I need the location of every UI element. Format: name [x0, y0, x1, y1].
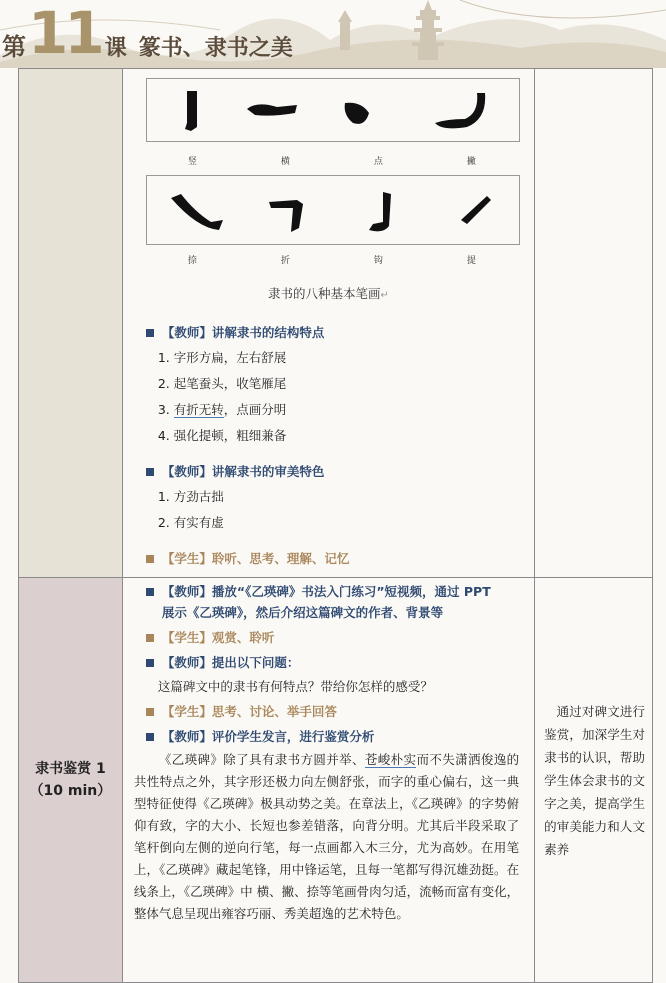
stroke-label: 钩	[373, 256, 383, 266]
lesson-number: 11	[28, 0, 101, 67]
list-item: 3. 有折无转，点画分明	[157, 402, 287, 417]
stroke-label: 折	[280, 256, 290, 266]
lesson-title: 篆书、隶书之美	[138, 36, 293, 61]
list-item: 【学生】思考、讨论、举手回答	[124, 701, 533, 722]
list-item: 【教师】讲解隶书的审美特色	[124, 461, 533, 482]
square-bullet-icon	[146, 733, 154, 741]
figure-caption: 隶书的八种基本笔画↵	[268, 286, 389, 301]
lesson-plan-table	[18, 68, 653, 983]
stroke-glyphs-row1	[147, 79, 519, 141]
row2-label-cell	[19, 578, 123, 983]
row2-note-cell	[535, 578, 653, 983]
section-label: 隶书鉴赏 1 （10 min）	[29, 761, 112, 799]
underlined-term: 有折无转	[173, 402, 224, 417]
stroke-label: 撇	[466, 157, 476, 167]
return-mark: ↵	[380, 290, 389, 301]
analysis-paragraph: 《乙瑛碑》除了具有隶书方圆并举、苍峻朴实而不失潇洒俊逸的共性特点之外，其字形还极力向左侧舒张，而字的重心偏右，这一典型特征使得《乙瑛碑》极具动势之美。在章法上，《乙瑛碑》的字势俯仰有致，字的大小、长短也参差错落，向背分明。尤其后半段采取了笔杆倒向左侧的逆向行笔，每一点画都入木三分，尤为高妙。在用笔上，《乙瑛碑》藏起笔锋，用中锋运笔，且每一笔都写得沉雄劲挺。在线条上，《乙瑛碑》中 横、撇、捺等笔画骨肉匀适，流畅而富有变化，整体气息呈现出雍容巧丽、秀美超逸的艺术特色。	[133, 752, 520, 921]
discussion-question: 这篇碑文中的隶书有何特点？带给你怎样的感受？	[157, 679, 433, 694]
page-header	[0, 0, 666, 68]
list-item: 2. 起笔蚕头，收笔雁尾	[157, 376, 287, 391]
stroke-label: 竖	[187, 157, 197, 167]
stroke-label: 提	[466, 256, 476, 266]
list-item: 1. 方劲古拙	[157, 489, 224, 504]
list-item: 【学生】观赏、聆听	[124, 627, 533, 648]
list-item: 【教师】讲解隶书的结构特点	[124, 322, 533, 343]
square-bullet-icon	[146, 708, 154, 716]
stroke-label: 捺	[187, 256, 197, 266]
table-row	[19, 69, 653, 578]
lesson-suffix: 课	[104, 36, 127, 61]
table-row	[19, 578, 653, 983]
square-bullet-icon	[146, 468, 154, 476]
teaching-goal-note: 通过对碑文进行鉴赏，加深学生对隶书的认识，帮助学生体会隶书的文字之美，提高学生的审美能力和人文素养	[544, 703, 645, 857]
row1-label-cell	[19, 69, 123, 578]
row2-content-cell	[122, 578, 534, 983]
row1-content-cell	[122, 69, 534, 578]
square-bullet-icon	[146, 659, 154, 667]
stroke-label: 横	[280, 157, 290, 167]
lesson-prefix: 第	[2, 33, 26, 61]
square-bullet-icon	[146, 555, 154, 563]
stroke-labels-row2	[146, 253, 518, 266]
stroke-image-row2	[146, 175, 520, 245]
list-item: 2. 有实有虚	[157, 515, 224, 530]
square-bullet-icon	[146, 634, 154, 642]
stroke-glyphs-row2	[147, 176, 519, 244]
underlined-term: 苍峻朴实	[364, 752, 417, 767]
row1-note-cell	[535, 69, 653, 578]
stroke-image-row1	[146, 78, 520, 142]
list-item: 【教师】播放“《乙瑛碑》书法入门练习”短视频，通过 PPT 展示《乙瑛碑》，然后介绍这篇碑文的作者、背景等	[124, 581, 533, 623]
stroke-label: 点	[373, 157, 383, 167]
list-item: 4. 强化提顿，粗细兼备	[157, 428, 287, 443]
square-bullet-icon	[146, 329, 154, 337]
list-item: 【教师】评价学生发言，进行鉴赏分析	[124, 726, 533, 747]
stroke-labels-row1	[146, 154, 518, 167]
list-item: 1. 字形方扁，左右舒展	[157, 350, 287, 365]
list-item: 【教师】提出以下问题：	[124, 652, 533, 673]
list-item: 【学生】聆听、思考、理解、记忆	[124, 548, 533, 569]
square-bullet-icon	[146, 588, 154, 596]
